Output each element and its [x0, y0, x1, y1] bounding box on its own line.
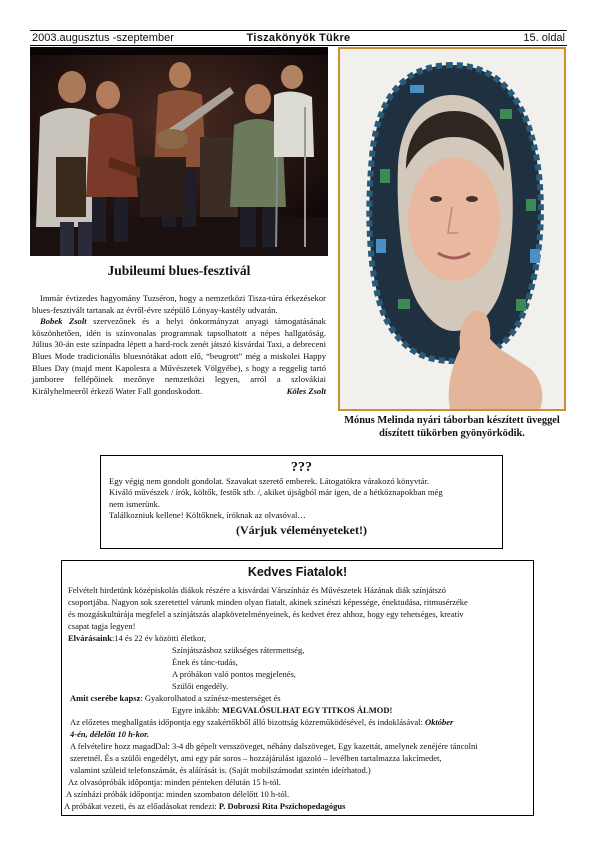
blues-concert-photo	[30, 47, 328, 256]
article-title: Jubileumi blues-fesztivál	[107, 263, 251, 278]
youth-text-line: szeretnél. És a szülői engedélyt, ami egy pár soros – hozzájárulást igazoló – levélben tartalmazza lakcímedet,	[70, 753, 442, 763]
audition-date-highlight: Október	[425, 717, 454, 727]
director-text: A próbákat vezeti, és az előadásokat rendezi:	[64, 801, 219, 811]
requirements-label: Elvárásaink	[68, 633, 112, 643]
page-number: 15. oldal	[523, 32, 565, 44]
requirement-item: Színjátszáshoz szükséges rátermettség,	[172, 645, 305, 655]
reader-call-line: Egy végig nem gondolt gondolat. Szavakat szerető emberek. Látogatókra várakozó könyvtár.	[109, 476, 430, 486]
photo-caption: Mónus Melinda nyári táborban készített üveggel díszített tükörben gyönyörködik.	[344, 415, 560, 439]
page-header	[30, 30, 567, 46]
audition-date-text: Az előzetes meghallgatás időpontja egy szakértőkből álló bizottság közreműködésével, és indoklásával:	[70, 717, 425, 727]
article-paragraph: Immár évtizedes hagyomány Tuzséron, hogy a nemzetközi Tisza-túra érkezésekor blues-fesztivált tartanak az évről-évre szépülő Lónyay-kastély udvarán.	[32, 293, 326, 315]
offer-line	[70, 693, 281, 704]
requirements-line	[68, 633, 206, 644]
youth-text-line: Felvételt hirdetünk középiskolás diákok részére a kisvárdai Várszínház és Művészetek Házának diák színjátszó	[68, 585, 446, 595]
mirror-portrait-photo	[338, 47, 566, 411]
youth-text-line: A felvételire hozz magadDal: 3-4 db gépelt versszöveget, néhány dalszöveget, Egy kazettát, amelynek zenéjére táncolni	[70, 741, 478, 751]
youth-box-title: Kedves Fiatalok!	[247, 565, 348, 579]
reader-call-title: ???	[291, 460, 312, 475]
youth-audition-box	[61, 560, 534, 816]
requirement-item: Ének és tánc-tudás,	[172, 657, 238, 667]
youth-text-line: csoportjába. Nagyon sok szeretettel várunk minden olyan fiatalt, akinek színészi képessége, énektudása, ritmusérzéke	[68, 597, 468, 607]
article-paragraph	[32, 316, 326, 397]
offer-text: Egyre inkább:	[172, 705, 223, 715]
youth-text-line: és mozgáskultúrája megfelel a színjátszás alapkövetelményeinek, és kedvet érez ahhoz, hogy egy tehetséges, kreatív	[68, 609, 464, 619]
audition-date-line	[70, 717, 453, 728]
audition-date-line	[70, 729, 149, 740]
reader-call-line: nem ismerünk.	[109, 498, 161, 509]
reader-call-cta: (Várjuk véleményeteket!)	[236, 522, 367, 537]
issue-date: 2003.augusztus -szeptember	[32, 32, 174, 44]
audition-date-highlight: 4-én, délelőtt 10 h-kor.	[70, 729, 150, 739]
reader-call-line: Találkozniuk kellene! Költőknek, íróknak az olvasóval…	[109, 510, 306, 521]
article-body	[32, 293, 326, 397]
director-line	[64, 801, 345, 812]
requirement-item: Szülői engedély.	[172, 681, 229, 691]
offer-label: Amit cserébe kapsz	[70, 693, 141, 703]
offer-line	[172, 705, 392, 716]
article-paragraph-text: szervezőnek és a helyi önkormányzat anyagi támogatásának köszönhetően, idén is színvonalas programnak tapsolhatott a népes hallgatóság. Július 30-án este színpadra lépett a hard-rock zenét játszó kisvárdai Taxi, a debreceni Blues Mode tradicionális bluesnótákat adott elő, “beugrott” még a miskolei Happy Blues Day (majd ment Kapolesra a Művészetek Völgyébe), s hogy a reggelig tartó jamboree fellépőinek mezőnye nemzetközi legyen, arról a szlovákiai Királyhelmeeről érkező Water Fall gondoskodott.	[32, 316, 326, 396]
requirement-item: A próbákon való pontos megjelenés,	[172, 669, 296, 679]
organizer-name: Bobek Zsolt	[40, 316, 87, 327]
publication-title: Tiszakönyök Tükre	[246, 32, 351, 44]
article-author: Köles Zsolt	[286, 385, 326, 396]
rehearsal-schedule-line: A színházi próbák időpontja: minden szombaton délelőtt 10 h-tól.	[66, 789, 290, 799]
reader-call-box	[100, 455, 503, 549]
offer-text: : Gyakorolhatod a színész-mesterséget és	[140, 693, 281, 703]
director-name: P. Dobrozsi Rita Pszichopedagógus	[218, 801, 346, 811]
youth-text-line: valamint szüleid telefonszámát, és aláírását is. (Saját mobilszámodat szintén ideírhatod.)	[70, 765, 371, 775]
rehearsal-schedule-line: Az olvasópróbák időpontja: minden pénteken délután 15 h-tól.	[68, 777, 281, 787]
requirement-item: :14 és 22 év közötti életkor,	[111, 633, 207, 643]
offer-highlight: MEGVALÓSULHAT EGY TITKOS ÁLMOD!	[222, 705, 393, 715]
reader-call-line: Kiváló művészek / írók, költők, festők stb. /, akiket újságból már igen, de a hétköznapokban még	[109, 487, 443, 498]
youth-text-line: csapat tagja legyen!	[68, 621, 136, 631]
